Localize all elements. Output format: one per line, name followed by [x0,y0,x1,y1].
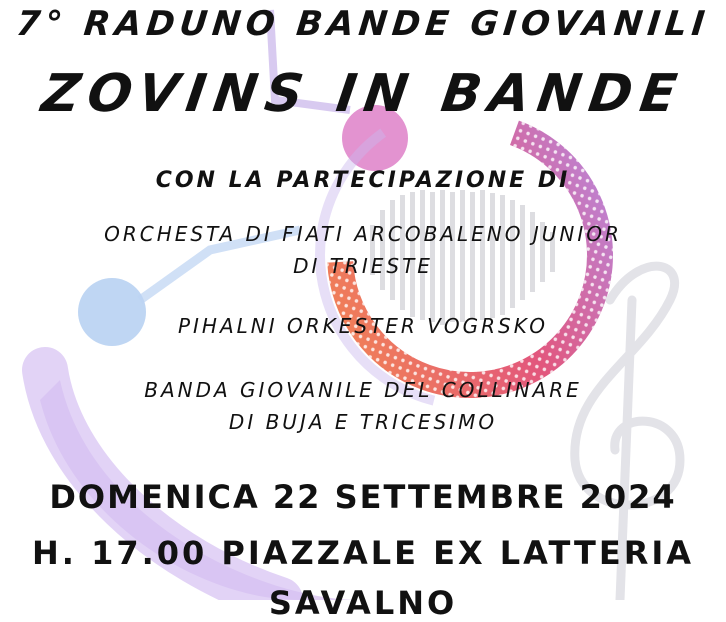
event-town: SAVALNO [268,584,458,622]
band-3-city: DI BUJA E TRICESIMO [228,410,498,434]
band-2-name: PIHALNI ORKESTER VOGRSKO [177,314,549,338]
band-1-city: DI TRIESTE [293,254,433,278]
event-date: DOMENICA 22 SETTEMBRE 2024 [49,478,677,516]
band-3-name: BANDA GIOVANILE DEL COLLINARE [144,378,582,402]
participation-intro: CON LA PARTECIPAZIONE DI [155,168,571,193]
event-title: ZOVINS IN BANDE [37,64,689,124]
event-subtitle: 7° RADUNO BANDE GIOVANILI [14,4,712,44]
band-1-name: ORCHESTA DI FIATI ARCOBALENO JUNIOR [104,222,622,246]
event-time-place: H. 17.00 PIAZZALE EX LATTERIA [31,534,695,572]
